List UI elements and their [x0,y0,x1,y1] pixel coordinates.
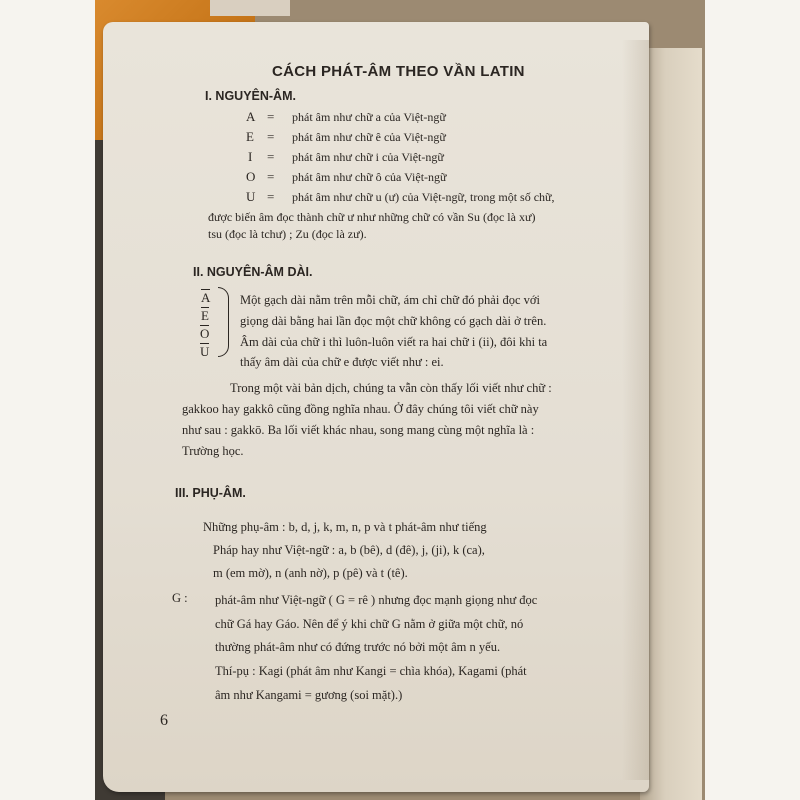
text-line: Pháp hay như Việt-ngữ : a, b (bê), d (đê), j, (ji), k (ca), [213,543,485,557]
vowel-description: phát âm như chữ ê của Việt-ngữ [292,130,446,144]
vowel-letter: I [248,149,253,164]
text-line: Trường học. [182,444,244,458]
long-vowel-letter: O [200,326,210,341]
page-fold-shadow [622,40,650,780]
long-vowel-letter: A [201,290,211,305]
vowel-description: phát âm như chữ i của Việt-ngữ [292,150,444,164]
text-line: Trong một vài bản dịch, chúng ta vẫn còn thấy lối viết như chữ : [230,381,552,395]
equals-sign: = [267,149,275,164]
text-line: âm như Kangami = gương (soi mặt).) [215,688,403,702]
g-label: G : [172,591,188,605]
equals-sign: = [267,169,275,184]
vowel-description: phát âm như chữ a của Việt-ngữ [292,110,446,124]
long-vowel-letter: E [201,308,209,323]
vowel-letter: A [246,109,256,124]
text-line: thấy âm dài của chữ e được viết như : ei. [240,355,444,369]
vowel-letter: U [246,189,256,204]
text-line: Âm dài của chữ i thì luôn-luôn viết ra hai chữ i (ii), đôi khi ta [240,335,548,349]
page-title: CÁCH PHÁT-ÂM THEO VẦN LATIN [272,63,525,80]
long-vowel-letter: U [200,344,210,359]
text-line: Những phụ-âm : b, d, j, k, m, n, p và t phát-âm như tiếng [203,520,487,534]
text-line: như sau : gakkō. Ba lối viết khác nhau, song mang cùng một nghĩa là : [182,423,535,437]
vowel-description: phát âm như chữ u (ư) của Việt-ngữ, trong một số chữ, [292,190,555,204]
brace [218,287,229,357]
equals-sign: = [267,129,275,144]
text-line: được biến âm đọc thành chữ ư như những chữ có vần Su (đọc là xư) [208,210,536,224]
text-line: Thí-pụ : Kagi (phát âm như Kangi = chìa khóa), Kagami (phát [215,664,527,678]
section-2-heading: II. NGUYÊN-ÂM DÀI. [193,265,313,279]
text-line: phát-âm như Việt-ngữ ( G = rê ) nhưng đọc mạnh giọng như đọc [215,593,538,607]
text-line: tsu (đọc là tchư) ; Zu (đọc là zư). [208,227,367,241]
text-line: chữ Gá hay Gáo. Nên để ý khi chữ G nằm ở giữa một chữ, nó [215,617,524,631]
section-1-heading: I. NGUYÊN-ÂM. [205,89,296,103]
equals-sign: = [267,109,275,124]
text-line: giọng dài bằng hai lần đọc một chữ không có gạch dài ở trên. [240,314,547,328]
page-number: 6 [160,712,168,729]
vowel-letter: O [246,169,256,184]
section-3-heading: III. PHỤ-ÂM. [175,486,246,500]
equals-sign: = [267,189,275,204]
text-line: thường phát-âm như có đứng trước nó bởi một âm n yếu. [215,640,501,654]
text-line: gakkoo hay gakkô cũng đồng nghĩa nhau. Ở đây chúng tôi viết chữ này [182,402,539,416]
vowel-description: phát âm như chữ ô của Việt-ngữ [292,170,447,184]
text-line: m (em mờ), n (anh nờ), p (pê) và t (tê). [213,566,408,580]
text-line: Một gạch dài nằm trên mỗi chữ, ám chỉ chữ đó phải đọc với [240,293,540,307]
vowel-letter: E [246,129,254,144]
paper-tag [210,0,290,16]
